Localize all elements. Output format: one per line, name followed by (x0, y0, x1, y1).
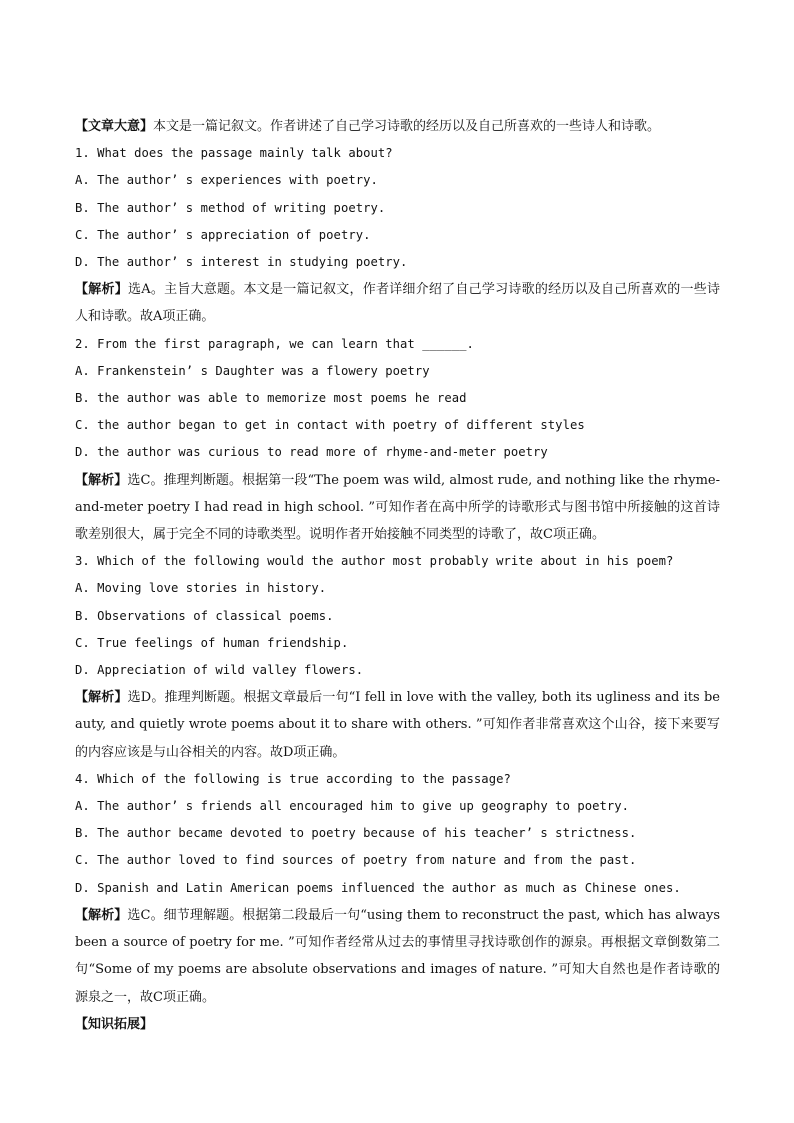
q2-option-c: C. the author began to get in contact with poetry of different styles (75, 418, 585, 433)
q2-analysis (75, 467, 720, 549)
q1-option-d: D. The author’ s interest in studying poetry. (75, 255, 408, 270)
q3-analysis-label: 【解析】 (75, 690, 128, 706)
q4-stem: 4. Which of the following is true according to the passage? (75, 771, 511, 786)
q4-analysis-text: 选C。细节理解题。根据第二段最后一句“using them to reconstruct the past, which has always been a source of poetry for me. ”可知作者经常从过去的事情里寻找诗歌创作的源泉。再根据文章倒数第二句“Some of my poems are absolute observations and images of nature. ”可知大自然也是作者诗歌的源泉之一，故C项正确。 (75, 907, 720, 1005)
q3-option-d: D. Appreciation of wild valley flowers. (75, 663, 364, 678)
q4-option-c: C. The author loved to find sources of poetry from nature and from the past. (75, 853, 637, 868)
q2-analysis-label: 【解析】 (75, 472, 128, 488)
knowledge-extension-heading: 【知识拓展】 (75, 1016, 154, 1032)
q4-option-a: A. The author’ s friends all encouraged him to give up geography to poetry. (75, 799, 630, 814)
q3-stem: 3. Which of the following would the author most probably write about in his poem? (75, 554, 674, 569)
summary-label: 【文章大意】 (75, 119, 154, 134)
q1-analysis-text: 选A。主旨大意题。本文是一篇记叙文，作者详细介绍了自己学习诗歌的经历以及自己所喜欢的一些诗人和诗歌。故A项正确。 (75, 282, 720, 325)
document-body (75, 113, 720, 1038)
q1-option-b: B. The author’ s method of writing poetry. (75, 200, 386, 215)
q3-analysis-text: 选D。推理判断题。根据文章最后一句“I fell in love with the valley, both its ugliness and its beauty, and quietly wrote poems about it to share with others. ”可知作者非常喜欢这个山谷，接下来要写的内容应该是与山谷相关的内容。故D项正确。 (75, 690, 720, 760)
q4-option-d: D. Spanish and Latin American poems influenced the author as much as Chinese ones. (75, 880, 681, 895)
q3-option-c: C. True feelings of human friendship. (75, 635, 349, 650)
q3-option-b: B. Observations of classical poems. (75, 608, 334, 623)
summary-line (75, 113, 720, 140)
q2-analysis-text: 选C。推理判断题。根据第一段“The poem was wild, almost rude, and nothing like the rhyme-and-meter poetry I had read in high school. ”可知作者在高中所学的诗歌形式与图书馆中所接触的这首诗歌差别很大，属于完全不同的诗歌类型。说明作者开始接触不同类型的诗歌了，故C项正确。 (75, 472, 720, 543)
q1-analysis-label: 【解析】 (75, 282, 128, 298)
q4-option-b: B. The author became devoted to poetry because of his teacher’ s strictness. (75, 826, 637, 841)
q4-analysis (75, 902, 720, 1011)
q2-option-d: D. the author was curious to read more of rhyme-and-meter poetry (75, 445, 548, 460)
q3-option-a: A. Moving love stories in history. (75, 581, 327, 596)
q2-option-a: A. Frankenstein’ s Daughter was a flowery poetry (75, 363, 430, 378)
q2-option-b: B. the author was able to memorize most poems he read (75, 391, 467, 406)
q1-stem: 1. What does the passage mainly talk about? (75, 146, 393, 161)
q2-stem: 2. From the first paragraph, we can learn that ______. (75, 336, 474, 351)
q4-analysis-label: 【解析】 (75, 907, 128, 923)
q1-analysis (75, 276, 720, 330)
q3-analysis (75, 684, 720, 766)
q1-option-a: A. The author’ s experiences with poetry. (75, 173, 378, 188)
summary-text: 本文是一篇记叙文。作者讲述了自己学习诗歌的经历以及自己所喜欢的一些诗人和诗歌。 (153, 119, 661, 134)
q1-option-c: C. The author’ s appreciation of poetry. (75, 227, 371, 242)
